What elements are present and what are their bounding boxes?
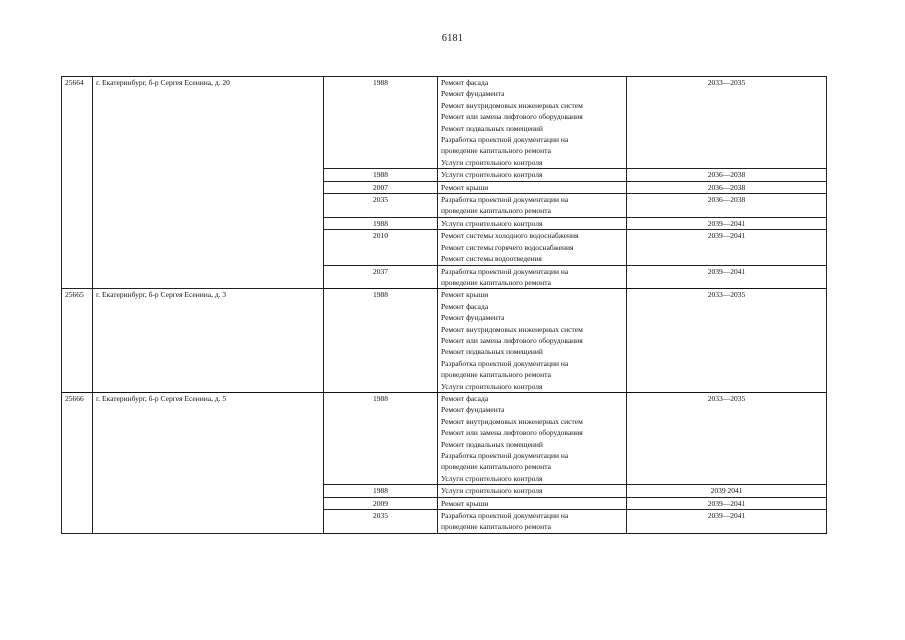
year-cell: 1988 (324, 289, 438, 393)
work-item: Ремонт или замена лифтового оборудования (441, 112, 583, 122)
work-item: Ремонт или замена лифтового оборудования (441, 335, 583, 345)
year-cell: 1988 (324, 485, 438, 497)
table-row (62, 77, 827, 169)
works-cell (438, 194, 627, 218)
period-cell: 2039—2041 (627, 217, 827, 229)
period-cell: 2036—2038 (627, 194, 827, 218)
works-cell (438, 265, 627, 289)
house-id-cell: 25664 (62, 77, 93, 289)
work-item: Услуги строительного контроля (441, 170, 543, 180)
address-cell: г. Екатеринбург, б-р Сергея Есенина, д. 3 (93, 289, 324, 393)
work-item: Услуги строительного контроля (441, 486, 543, 496)
works-cell (438, 230, 627, 265)
table-row (62, 392, 827, 484)
works-cell (438, 289, 627, 393)
year-cell: 2035 (324, 510, 438, 534)
work-item: Ремонт или замена лифтового оборудования (441, 428, 583, 438)
period-cell: 2036—2038 (627, 169, 827, 181)
address-cell: г. Екатеринбург, б-р Сергея Есенина, д. 20 (93, 77, 324, 289)
year-cell: 1988 (324, 169, 438, 181)
work-item: Разработка проектной документации на (441, 135, 569, 145)
works-cell (438, 77, 627, 169)
period-cell: 2036—2038 (627, 181, 827, 193)
year-cell: 1988 (324, 392, 438, 484)
work-item: Услуги строительного контроля (441, 218, 543, 228)
work-item: Ремонт системы горячего водоснабжения (441, 242, 574, 252)
work-item: Ремонт фундамента (441, 313, 505, 323)
work-item: Разработка проектной документации на (441, 451, 569, 460)
work-item: Ремонт крыши (441, 182, 489, 192)
work-item: Ремонт фундамента (441, 89, 505, 99)
address-cell: г. Екатеринбург, б-р Сергея Есенина, д. 5 (93, 392, 324, 533)
work-item: Ремонт системы водоотведения (441, 254, 542, 264)
work-item: Разработка проектной документации на (441, 358, 569, 368)
period-cell: 2039—2041 (627, 497, 827, 509)
period-cell: 2039—2041 (627, 265, 827, 289)
page-number: 6181 (441, 33, 464, 44)
repair-schedule-table (61, 76, 827, 534)
work-item: проведение капитального ремонта (441, 370, 551, 380)
work-item: Разработка проектной документации на (441, 266, 569, 276)
year-cell: 2010 (324, 230, 438, 265)
work-item: Ремонт подвальных помещений (441, 439, 543, 449)
work-item: Услуги строительного контроля (441, 381, 543, 391)
year-cell: 2007 (324, 181, 438, 193)
work-item: проведение капитального ремонта (441, 277, 551, 287)
period-cell: 2033—2035 (627, 289, 827, 393)
table-body (62, 77, 827, 534)
work-item: Ремонт фасада (441, 78, 489, 87)
work-item: Разработка проектной документации на (441, 195, 569, 205)
work-item: Ремонт внутридомовых инженерных систем (441, 324, 583, 334)
work-item: проведение капитального ремонта (441, 206, 551, 216)
work-item: Ремонт фундамента (441, 405, 505, 415)
works-cell (438, 169, 627, 181)
work-item: Ремонт подвальных помещений (441, 347, 543, 357)
works-cell (438, 497, 627, 509)
period-cell: 2039—2041 (627, 230, 827, 265)
work-item: Услуги строительного контроля (441, 473, 543, 483)
works-cell (438, 392, 627, 484)
work-item: Ремонт фасада (441, 393, 489, 403)
year-cell: 2009 (324, 497, 438, 509)
period-cell: 2033—2035 (627, 392, 827, 484)
works-cell (438, 485, 627, 497)
year-cell: 2035 (324, 194, 438, 218)
works-cell (438, 181, 627, 193)
work-item: Услуги строительного контроля (441, 157, 543, 167)
work-item: Ремонт фасада (441, 301, 489, 311)
work-item: Ремонт внутридомовых инженерных систем (441, 100, 583, 110)
work-item: Разработка проектной документации на (441, 511, 569, 521)
period-cell: 2033—2035 (627, 77, 827, 169)
work-item: Ремонт системы холодного водоснабжения (441, 231, 579, 241)
year-cell: 1988 (324, 217, 438, 229)
work-item: Ремонт крыши (441, 290, 489, 300)
works-cell (438, 217, 627, 229)
work-item: Ремонт подвальных помещений (441, 123, 543, 133)
period-cell: 2039 2041 (627, 485, 827, 497)
year-cell: 1988 (324, 77, 438, 169)
work-item: Ремонт крыши (441, 498, 489, 508)
table-row (62, 289, 827, 393)
year-cell: 2037 (324, 265, 438, 289)
house-id-cell: 25666 (62, 392, 93, 533)
work-item: проведение капитального ремонта (441, 146, 551, 156)
work-item: проведение капитального ремонта (441, 462, 551, 472)
house-id-cell: 25665 (62, 289, 93, 393)
work-item: проведение капитального ремонта (441, 522, 551, 532)
works-cell (438, 510, 627, 534)
period-cell: 2039—2041 (627, 510, 827, 534)
work-item: Ремонт внутридомовых инженерных систем (441, 416, 583, 426)
